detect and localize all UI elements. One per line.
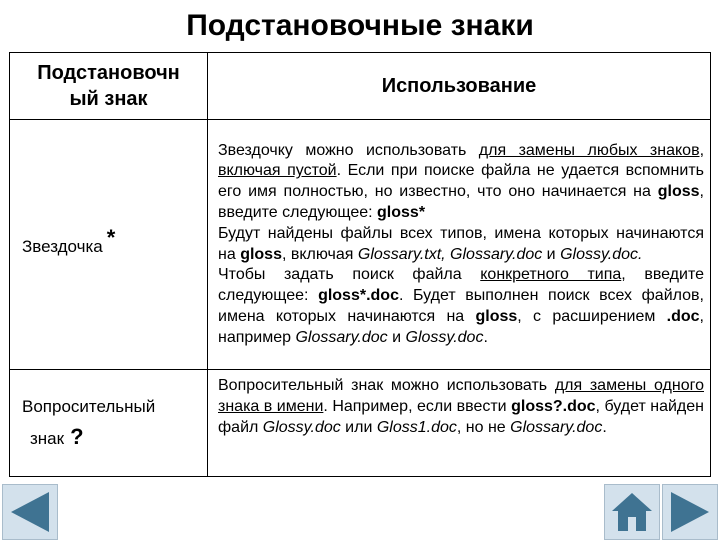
text-fragment: , с расширением <box>517 307 667 325</box>
bold-fragment: .doc <box>666 307 700 325</box>
prev-slide-button[interactable] <box>2 484 58 540</box>
italic-fragment: Glossary.doc <box>510 418 603 436</box>
slide-title: Подстановочные знаки <box>186 9 534 42</box>
next-slide-button[interactable] <box>662 484 718 540</box>
question-symbol: ? <box>70 424 84 449</box>
bold-fragment: gloss* <box>377 203 426 221</box>
header-usage-cell: Использование <box>208 53 711 120</box>
text-fragment: Будут найдены файлы всех типов, имена которых начинаются на <box>218 224 704 263</box>
text-fragment: , введите следующее: <box>218 183 704 221</box>
home-button[interactable] <box>604 484 660 540</box>
text-fragment: или <box>340 418 377 436</box>
italic-fragment: Glossary.txt, Glossary.doc <box>357 245 543 263</box>
text-fragment: , например <box>218 307 704 346</box>
italic-fragment: Gloss1.doc <box>376 418 457 436</box>
left-triangle-icon <box>7 490 53 534</box>
underlined-fragment: конкретного типа <box>480 266 622 284</box>
text-fragment: , включая <box>281 245 358 263</box>
header-wildcard-line2: ый знак <box>69 88 148 110</box>
home-icon <box>608 489 656 535</box>
italic-fragment: Glossary.doc <box>295 328 388 346</box>
table-header-row <box>10 53 711 120</box>
text-fragment: , введите следующее: <box>218 266 704 305</box>
right-triangle-icon <box>667 490 713 534</box>
table-row-question-mark <box>10 370 711 477</box>
question-name-word: знак <box>30 429 65 448</box>
question-name-line1: Вопросительный <box>22 397 156 416</box>
bold-fragment: gloss <box>240 245 282 263</box>
text-fragment: . <box>483 328 488 346</box>
asterisk-description-cell <box>208 120 711 370</box>
asterisk-paragraph-3 <box>218 265 704 348</box>
text-fragment: . Например, если ввести <box>323 397 512 415</box>
text-fragment: и <box>542 245 561 263</box>
italic-fragment: Glossy.doc. <box>560 245 643 263</box>
text-fragment: Чтобы задать поиск файла <box>218 266 481 284</box>
bold-fragment: gloss*.doc <box>318 287 399 305</box>
text-fragment: , будет найден файл <box>218 397 704 436</box>
asterisk-name-cell <box>10 120 208 370</box>
text-fragment: . Будет выполнен поиск всех файлов, имена которых начинаются на <box>218 287 704 325</box>
wildcards-table <box>9 52 711 477</box>
header-wildcard-cell <box>10 53 208 120</box>
bold-fragment: gloss?.doc <box>511 397 596 415</box>
asterisk-name: Звездочка <box>22 236 103 256</box>
text-fragment: Вопросительный знак можно использовать <box>218 377 555 394</box>
question-name-cell <box>10 370 208 477</box>
asterisk-symbol: * <box>106 224 116 250</box>
bold-fragment: gloss <box>475 307 518 325</box>
question-description-cell <box>208 370 711 477</box>
bold-fragment: gloss <box>657 183 700 201</box>
text-fragment: . <box>602 418 607 436</box>
text-fragment: , но не <box>456 418 511 436</box>
text-fragment: . Если при поиске файла не удается вспомнить его имя полностью, но известно, что оно начинается на <box>218 162 704 201</box>
question-name-line2 <box>22 422 207 454</box>
text-fragment: Звездочку можно использовать <box>218 141 479 159</box>
asterisk-paragraph-1 <box>218 141 704 224</box>
table-row-asterisk <box>10 120 711 370</box>
text-fragment: и <box>387 328 406 346</box>
underlined-fragment: для замены одного знака в имени <box>218 377 704 415</box>
header-wildcard-line1: Подстановочн <box>37 62 180 84</box>
asterisk-paragraph-2 <box>218 224 704 266</box>
italic-fragment: Glossy.doc <box>405 328 484 346</box>
italic-fragment: Glossy.doc <box>262 418 341 436</box>
underlined-fragment: для замены любых знаков, включая пустой <box>218 141 705 180</box>
question-paragraph <box>218 376 704 438</box>
